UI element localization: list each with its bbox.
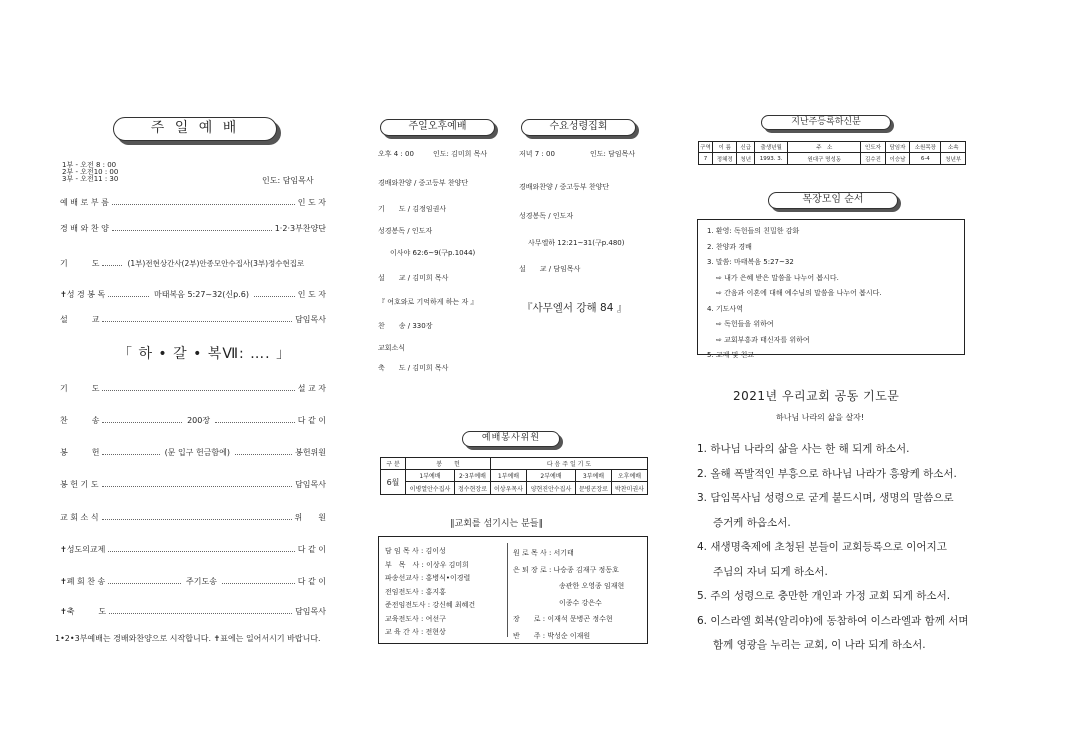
volunteers-table: [380, 457, 648, 495]
sub-header: 2부예배: [526, 470, 575, 482]
service-time-3: 3부 - 오전11 : 30: [62, 175, 119, 183]
order-row-praise: [60, 223, 326, 234]
order-label: ✝성 경 봉 독: [60, 290, 106, 299]
wednesday-items: [519, 182, 624, 288]
servant-line: 은 퇴 장 로 : 나승종 김재구 정동호: [513, 565, 619, 574]
order-center: (문 입구 헌금함에): [164, 448, 230, 457]
servant-line: 준전임전도사 : 강신혜 최혜건: [385, 601, 476, 609]
order-label: 봉 헌: [60, 448, 100, 457]
cell-item: 2. 찬양과 경배: [707, 242, 752, 251]
reg-header: 인도자: [861, 142, 885, 153]
order-row-scripture: [60, 289, 326, 300]
registrants-title: 지난주등록하신분: [791, 117, 861, 127]
order-row-prayer2: [60, 383, 326, 394]
afternoon-item: 성경봉독 / 인도자: [378, 227, 433, 235]
afternoon-item: 교회소식: [378, 344, 406, 352]
volunteer-name: 박찬미권사: [611, 482, 647, 495]
cell-item: 4. 기도사역: [707, 304, 743, 313]
order-right: 담임목사: [295, 315, 326, 324]
prayer-line: 6. 이스라엘 회복(알리야)에 동참하여 이스라엘과 함께 서며: [697, 614, 969, 627]
order-right: 설 교 자: [297, 384, 326, 393]
prayer-lines: [697, 437, 969, 658]
servants-left: [385, 545, 475, 640]
wednesday-time: 저녁 7 : 00: [519, 150, 555, 158]
order-row-offering-prayer: [60, 479, 326, 490]
service-time-2: 2부 - 오전10 : 00: [62, 168, 119, 176]
th-offering: 봉 헌: [406, 458, 491, 470]
prayer-line: 2. 올해 폭발적인 부흥으로 하나님 나라가 흥왕케 하소서.: [697, 467, 957, 480]
servant-line: 부 목 사 : 이상우 김미희: [385, 560, 469, 569]
reg-header: 구역: [699, 142, 713, 153]
volunteers-month: 6월: [381, 470, 406, 495]
servant-line: 전임전도사 : 홍지홍: [385, 587, 446, 596]
servant-line: 파송선교사 : 홍병식•이경렬: [385, 574, 471, 582]
wednesday-item: 설 교 / 담임목사: [519, 265, 581, 273]
order-center: 마태복음 5:27~32(신p.6): [154, 290, 249, 299]
order-row-hymn: [60, 415, 326, 426]
prayer-line: 함께 영광을 누리는 교회, 이 나라 되게 하소서.: [713, 639, 926, 651]
afternoon-item: 기 도 / 김정임권사: [378, 205, 447, 213]
registrants-title-pill: [761, 115, 891, 130]
reg-cell: 6-4: [910, 153, 941, 165]
order-label: 기 도: [60, 384, 100, 393]
prayer-line: 주님의 자녀 되게 하소서.: [713, 565, 828, 578]
wednesday-title: 수요성령집회: [549, 121, 608, 132]
afternoon-items: [378, 178, 478, 383]
order-center: 주기도송: [186, 577, 217, 586]
order-row-sermon: [60, 314, 326, 325]
order-right: 담임목사: [295, 607, 326, 616]
cell-item: ⇨ 독헌들을 위하여: [716, 320, 774, 328]
servant-line: 교육전도사 : 여선구: [385, 614, 446, 623]
order-label: 찬 송: [60, 416, 100, 425]
afternoon-item: 축 도 / 김미희 목사: [378, 364, 449, 372]
reg-header: 주 소: [788, 142, 861, 153]
order-right: 1·2·3부찬양단: [274, 224, 326, 233]
sub-header: 오후예배: [611, 470, 647, 482]
volunteer-name: 이병열안수집사: [406, 482, 455, 495]
order-right: 봉헌위원: [295, 448, 327, 457]
wednesday-item: 성경봉독 / 인도자: [519, 212, 574, 220]
cell-item: ⇨ 내가 은혜 받은 말씀을 나누어 봅시다.: [716, 273, 839, 282]
cell-item: ⇨ 간음과 이혼에 대해 예수님의 말씀을 나누어 봅시다.: [716, 289, 882, 297]
order-right: 인 도 자: [297, 198, 326, 207]
cell-item: ⇨ 교회부흥과 태신자를 위하여: [716, 335, 810, 344]
afternoon-item: 『 여호와로 기억하게 하는 자 』: [378, 298, 478, 306]
afternoon-item: 이사야 62:6~9(구p.1044): [390, 249, 476, 257]
prayer-title: 2021년 우리교회 공동 기도문: [733, 389, 900, 403]
volunteer-name: 이상우목사: [491, 482, 527, 495]
reg-header: 이 름: [713, 142, 737, 153]
order-right: 위 원: [294, 513, 326, 522]
order-label: ✝축 도: [60, 607, 107, 616]
volunteer-name: 문병곤장로: [576, 482, 612, 495]
order-label: ✝폐 회 찬 송: [60, 577, 106, 586]
wednesday-title-pill: [521, 119, 636, 136]
reg-header: 신급: [737, 142, 755, 153]
order-row-fellowship: [60, 544, 326, 555]
order-right: 다 같 이: [297, 577, 327, 586]
servant-line: 원 로 목 사 : 서기태: [513, 549, 574, 557]
order-label: 설 교: [60, 315, 100, 324]
servant-line: 담 임 목 사 : 김이성: [385, 547, 446, 555]
reg-cell: 7: [699, 153, 713, 165]
volunteers-title: 예배봉사위원: [481, 433, 541, 443]
service-leader: 인도: 담임목사: [262, 176, 314, 185]
wednesday-leader: 인도: 담임목사: [590, 150, 636, 158]
prayer-subtitle: 하나님 나라의 삶을 살자!: [776, 413, 865, 422]
reg-header: 담임자: [885, 142, 909, 153]
order-row-prayer: [60, 258, 326, 269]
servants-right: [513, 545, 624, 644]
order-right: 인 도 자: [297, 290, 327, 299]
order-row-offering: [60, 447, 326, 458]
wednesday-sermon: 『사무엘서 강해 84 』: [522, 302, 628, 314]
servant-line: 반 주 : 박성순 이재원: [513, 631, 591, 640]
reg-header: 소속: [941, 142, 966, 153]
order-center: (1부)전현상간사(2부)안종모안수집사(3부)정수현집로: [127, 259, 305, 268]
sub-header: 2·3부예배: [455, 470, 491, 482]
wednesday-item: 사무엘하 12:21~31(구p.480): [528, 239, 625, 247]
sermon-title: 「 하 • 갈 • 복Ⅶ: …. 」: [118, 346, 292, 362]
cell-meeting-title-pill: [768, 192, 898, 209]
servant-line: 이종수 강은수: [559, 598, 602, 607]
volunteer-name: 양현진안수집사: [526, 482, 575, 495]
wednesday-item: 경배와찬양 / 중고등부 찬양단: [519, 183, 610, 191]
volunteer-name: 정수현장로: [455, 482, 491, 495]
afternoon-item: 경배와찬양 / 중고등부 찬양단: [378, 179, 469, 187]
order-row-call: [60, 197, 326, 208]
reg-cell: 김수진: [861, 153, 885, 165]
cell-meeting-title: 목장모임 순서: [802, 194, 864, 205]
afternoon-title-pill: [380, 119, 495, 136]
order-right: 다 같 이: [297, 545, 326, 554]
order-label: 예 배 로 부 름: [60, 198, 109, 207]
volunteers-title-pill: [462, 431, 560, 447]
order-label: ✝성도의교제: [60, 545, 106, 554]
order-row-news: [60, 512, 326, 523]
servant-line: 교 육 간 사 : 전현상: [385, 628, 446, 636]
th-gubun: 구 분: [381, 458, 406, 470]
service-time-1: 1부 - 오전 8 : 00: [62, 161, 117, 169]
afternoon-item: 설 교 / 김미희 목사: [378, 274, 449, 282]
afternoon-item: 찬 송 / 330장: [378, 322, 433, 330]
registrants-table: [698, 141, 966, 165]
sunday-worship-title-pill: [113, 117, 277, 141]
prayer-line: 증거케 하옵소서.: [713, 516, 791, 529]
afternoon-time: 오후 4 : 00: [378, 150, 414, 158]
worship-note: 1•2•3부예배는 경배와찬양으로 시작합니다. ✝표에는 일어서시기 바랍니다.: [55, 634, 321, 643]
servants-box: [378, 536, 648, 644]
order-row-closing-hymn: [60, 576, 326, 587]
reg-cell: 청년부: [941, 153, 966, 165]
reg-header: 소원목장: [910, 142, 941, 153]
cell-item: 1. 환영: 독헌들의 친밀한 감화: [707, 227, 800, 235]
servant-line: 장 로 : 이재석 문병곤 정수현: [513, 615, 613, 623]
service-times: [62, 162, 118, 183]
reg-cell: 원대구 명성동: [788, 153, 861, 165]
order-right: 담임목사: [295, 480, 326, 489]
cell-meeting-box: [697, 219, 965, 359]
order-center: 200장: [187, 416, 211, 425]
reg-cell: 1993. 3.: [755, 153, 788, 165]
reg-header: 출생년월: [755, 142, 788, 153]
th-next-prayer: 다 음 주 일 기 도: [491, 458, 648, 470]
servants-title: ∥교회를 섬기시는 분들∥: [450, 519, 543, 529]
prayer-line: 4. 새생명축제에 초청된 분들이 교회등록으로 이어지고: [697, 541, 947, 553]
afternoon-leader: 인도: 김미희 목사: [433, 150, 488, 158]
sunday-worship-title: 주 일 예 배: [150, 120, 240, 136]
reg-cell: 정혜정: [713, 153, 737, 165]
reg-cell: 이승남: [885, 153, 909, 165]
prayer-line: 1. 하나님 나라의 삶을 사는 한 해 되게 하소서.: [697, 443, 910, 455]
afternoon-title: 주일오후예배: [408, 121, 467, 132]
sub-header: 3부예배: [576, 470, 612, 482]
servant-line: 송관한 오영종 임재현: [559, 582, 625, 590]
order-right: 다 같 이: [297, 416, 326, 425]
prayer-line: 3. 담임목사님 성령으로 굳게 붙드시며, 생명의 말씀으로: [697, 492, 954, 504]
reg-cell: 청년: [737, 153, 755, 165]
order-label: 기 도: [60, 259, 100, 268]
order-label: 교 회 소 식: [60, 513, 99, 522]
order-label: 경 배 와 찬 양: [60, 224, 109, 233]
sub-header: 1부예배: [406, 470, 455, 482]
cell-item: 3. 말씀: 마태복음 5:27~32: [707, 258, 794, 266]
prayer-line: 5. 주의 성령으로 충만한 개인과 가정 교회 되게 하소서.: [697, 590, 951, 602]
order-row-benediction: [60, 606, 326, 617]
order-label: 봉 헌 기 도: [60, 480, 99, 489]
sub-header: 1부예배: [491, 470, 527, 482]
cell-item: 5. 교제 및 친교: [707, 351, 755, 359]
